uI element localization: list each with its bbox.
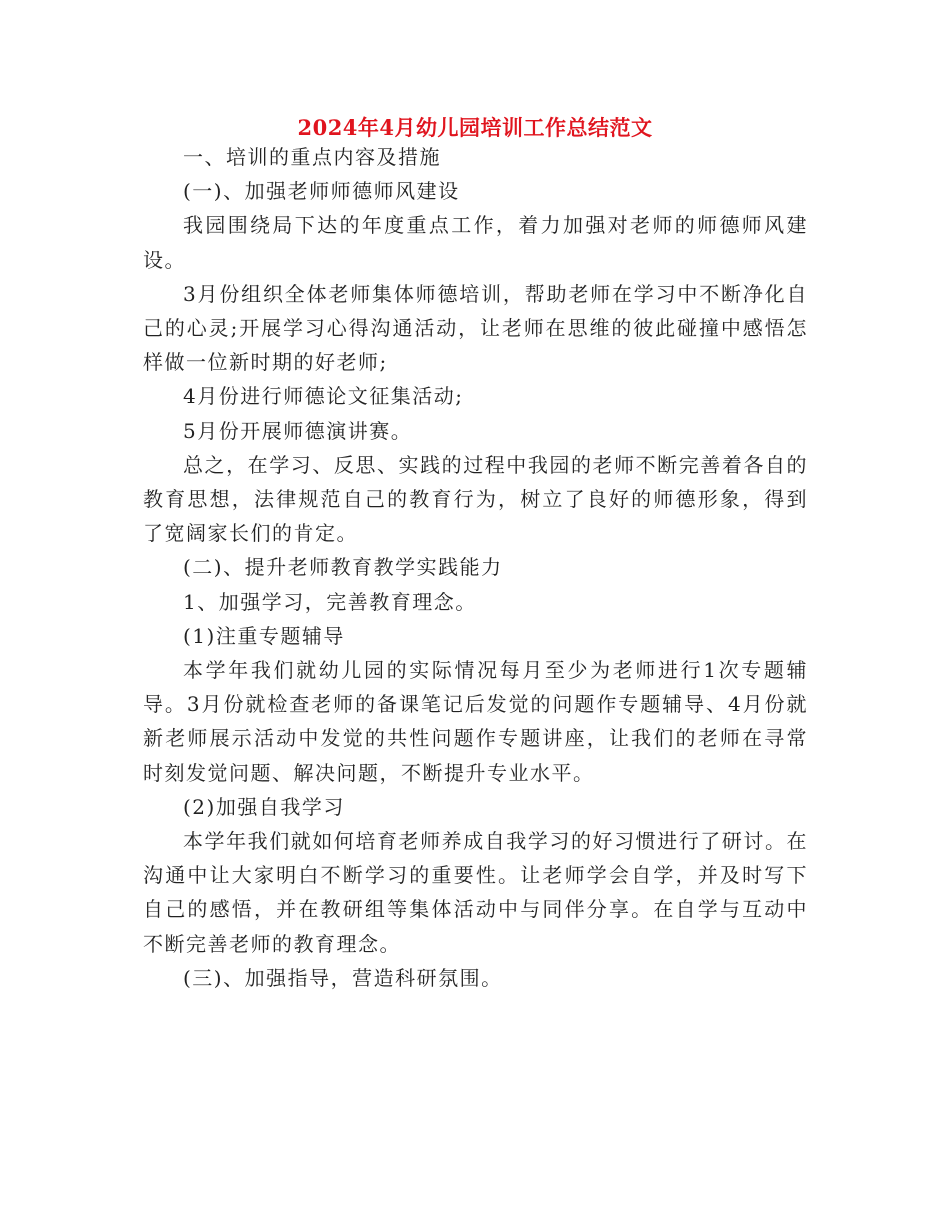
document-title: 2024年4月幼儿园培训工作总结范文 [297, 115, 653, 140]
list-subheading: (1)注重专题辅导 [183, 623, 345, 648]
paragraph: 总之，在学习、反思、实践的过程中我园的老师不断完善着各自的教育思想，法律规范自己的教育行为，树立了良好的师德形象，得到了宽阔家长们的肯定。 [143, 452, 808, 546]
document-body [143, 140, 808, 995]
section-heading: 一、培训的重点内容及措施 [183, 145, 441, 169]
paragraph: 本学年我们就如何培育老师养成自我学习的好习惯进行了研讨。在沟通中让大家明白不断学习的重要性。让老师学会自学，并及时写下自己的感悟，并在教研组等集体活动中与同伴分享。在自学与互动中不断完善老师的教育理念。 [143, 829, 808, 956]
paragraph: 5月份开展师德演讲赛。 [183, 418, 413, 443]
subsection-heading: (二)、提升老师教育教学实践能力 [183, 555, 503, 580]
paragraph: 我园围绕局下达的年度重点工作，着力加强对老师的师德师风建设。 [143, 213, 808, 272]
list-heading: 1、加强学习，完善教育理念。 [183, 589, 477, 614]
paragraph: 本学年我们就幼儿园的实际情况每月至少为老师进行1次专题辅导。3月份就检查老师的备课笔记后发觉的问题作专题辅导、4月份就新老师展示活动中发觉的共性问题作专题讲座，让我们的老师在寻常时刻发觉问题、解决问题，不断提升专业水平。 [143, 658, 808, 785]
paragraph: 4月份进行师德论文征集活动; [183, 384, 464, 409]
subsection-heading: (一)、加强老师师德师风建设 [183, 179, 460, 204]
paragraph: 3月份组织全体老师集体师德培训，帮助老师在学习中不断净化自己的心灵;开展学习心得沟通活动，让老师在思维的彼此碰撞中感悟怎样做一位新时期的好老师; [143, 281, 808, 375]
list-subheading: (2)加强自我学习 [183, 794, 345, 819]
subsection-heading: (三)、加强指导，营造科研氛围。 [183, 965, 503, 990]
